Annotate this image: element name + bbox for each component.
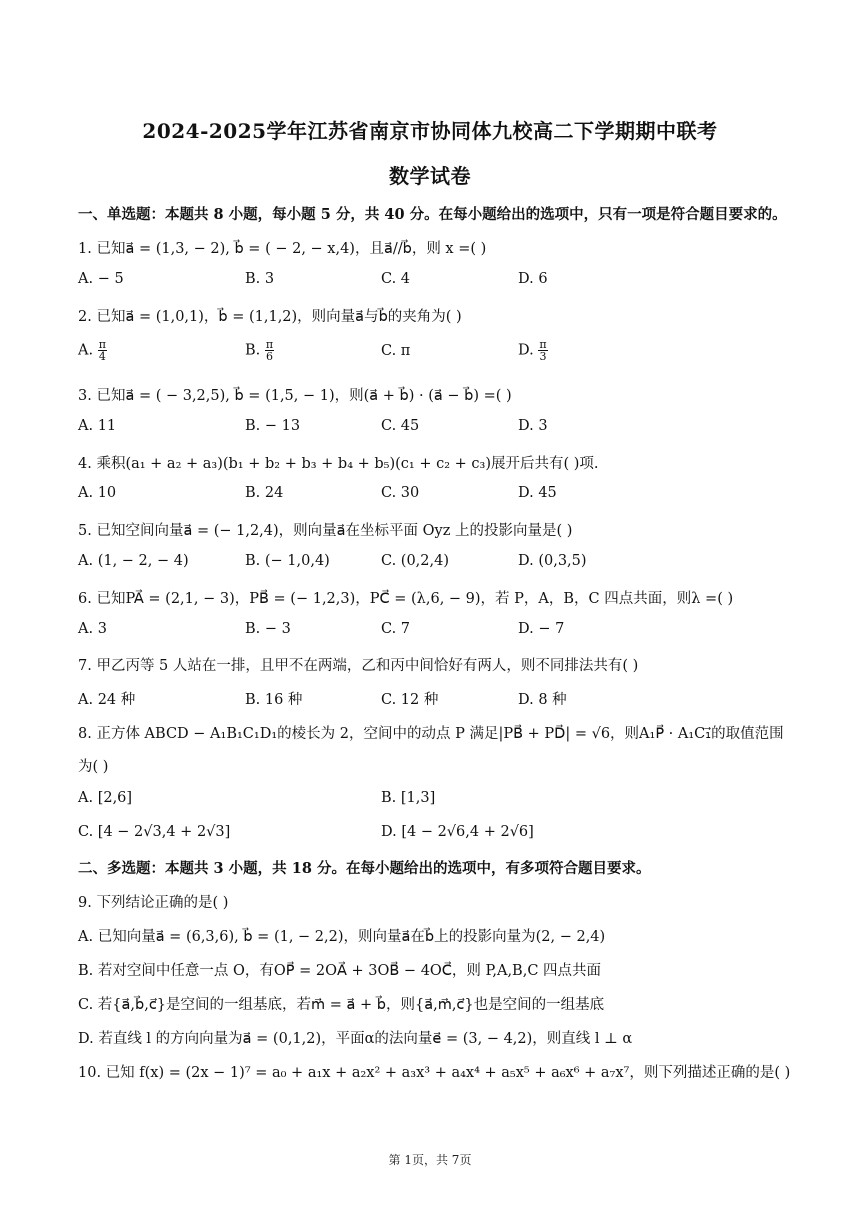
q8-option-b: B. [1,3] [381, 790, 436, 806]
q8-option-a: A. [2,6] [78, 790, 133, 806]
q1-option-a: A. − 5 [78, 271, 124, 287]
page-footer: 第 1页，共 7页 [388, 1153, 472, 1167]
q2-option-c: C. π [381, 343, 411, 359]
q6-option-b: B. − 3 [245, 621, 291, 637]
q3-option-a: A. 11 [78, 418, 117, 434]
question-5: 5. 已知空间向量a⃗ = (− 1,2,4)，则向量a⃗在坐标平面 Oyz 上的投影向量是( ) [78, 523, 573, 539]
question-8-line2: 为( ) [78, 759, 109, 775]
q7-option-c: C. 12 种 [381, 692, 439, 708]
q1-option-b: B. 3 [245, 271, 275, 287]
question-6: 6. 已知PA⃗ = (2,1, − 3)，PB⃗ = (− 1,2,3)，PC⃗ = (λ,6, − 9)，若 P，A，B，C 四点共面，则λ =( ) [78, 591, 734, 607]
q4-option-c: C. 30 [381, 485, 420, 501]
question-7: 7. 甲乙丙等 5 人站在一排，且甲不在两端，乙和丙中间恰好有两人，则不同排法共有( ) [78, 658, 639, 674]
q3-option-d: D. 3 [518, 418, 548, 434]
q2-option-a: A. $\frac{\pi}{4}$ [78, 338, 106, 363]
q5-option-c: C. (0,2,4) [381, 553, 450, 569]
q1-option-c: C. 4 [381, 271, 411, 287]
q6-option-c: C. 7 [381, 621, 411, 637]
q9-option-b: B. 若对空间中任意一点 O，有OP⃗ = 2OA⃗ + 3OB⃗ − 4OC⃗，则 P,A,B,C 四点共面 [78, 963, 602, 979]
q1-option-d: D. 6 [518, 271, 548, 287]
q8-option-d: D. [4 − 2√6,4 + 2√6] [381, 824, 534, 840]
q9-option-d: D. 若直线 l 的方向向量为a⃗ = (0,1,2)，平面α的法向量e⃗ = (3, − 4,2)，则直线 l ⊥ α [78, 1031, 633, 1047]
q4-option-d: D. 45 [518, 485, 557, 501]
question-9: 9. 下列结论正确的是( ) [78, 895, 229, 911]
question-4: 4. 乘积(a₁ + a₂ + a₃)(b₁ + b₂ + b₃ + b₄ + b₅)(c₁ + c₂ + c₃)展开后共有( )项. [78, 456, 599, 472]
q3-option-c: C. 45 [381, 418, 420, 434]
q7-option-b: B. 16 种 [245, 692, 303, 708]
q7-option-a: A. 24 种 [78, 692, 136, 708]
q4-option-a: A. 10 [78, 485, 117, 501]
q5-option-a: A. (1, − 2, − 4) [78, 553, 189, 569]
q9-option-a: A. 已知向量a⃗ = (6,3,6), b⃗ = (1, − 2,2)，则向量a⃗在b⃗上的投影向量为(2, − 2,4) [78, 929, 606, 945]
question-3: 3. 已知a⃗ = ( − 3,2,5), b⃗ = (1,5, − 1)，则(a⃗ + b⃗) · (a⃗ − b⃗) =( ) [78, 388, 512, 404]
section-multi-choice-header: 二、多选题：本题共 3 小题，共 18 分。在每小题给出的选项中，有多项符合题目要求。 [78, 860, 651, 877]
q2-option-d: D. $\frac{\pi}{3}$ [518, 338, 547, 363]
question-2: 2. 已知a⃗ = (1,0,1)，b⃗ = (1,1,2)，则向量a⃗与b⃗的夹角为( ) [78, 309, 462, 325]
question-8-line1: 8. 正方体 ABCD − A₁B₁C₁D₁的棱长为 2，空间中的动点 P 满足|PB⃗ + PD⃗| = √6，则A₁P⃗ · A₁C₁⃗的取值范围 [78, 726, 784, 742]
exam-subtitle: 数学试卷 [389, 164, 471, 188]
q4-option-b: B. 24 [245, 485, 284, 501]
q2-option-b: B. $\frac{\pi}{6}$ [245, 338, 274, 363]
q6-option-d: D. − 7 [518, 621, 565, 637]
q9-option-c: C. 若{a⃗,b⃗,c⃗}是空间的一组基底，若m⃗ = a⃗ + b⃗，则{a⃗,m⃗,c⃗}也是空间的一组基底 [78, 997, 605, 1013]
q6-option-a: A. 3 [78, 621, 107, 637]
q3-option-b: B. − 13 [245, 418, 301, 434]
q8-option-c: C. [4 − 2√3,4 + 2√3] [78, 824, 231, 840]
q5-option-b: B. (− 1,0,4) [245, 553, 330, 569]
exam-title: 2024-2025学年江苏省南京市协同体九校高二下学期期中联考 [142, 119, 718, 143]
question-1: 1. 已知a⃗ = (1,3, − 2), b⃗ = ( − 2, − x,4)，且a⃗//b⃗，则 x =( ) [78, 241, 487, 257]
q7-option-d: D. 8 种 [518, 692, 567, 708]
section-single-choice-header: 一、单选题：本题共 8 小题，每小题 5 分，共 40 分。在每小题给出的选项中，只有一项是符合题目要求的。 [78, 206, 787, 223]
question-10: 10. 已知 f(x) = (2x − 1)⁷ = a₀ + a₁x + a₂x² + a₃x³ + a₄x⁴ + a₅x⁵ + a₆x⁶ + a₇x⁷，则下列描述正确的是( ) [78, 1065, 791, 1081]
q5-option-d: D. (0,3,5) [518, 553, 587, 569]
